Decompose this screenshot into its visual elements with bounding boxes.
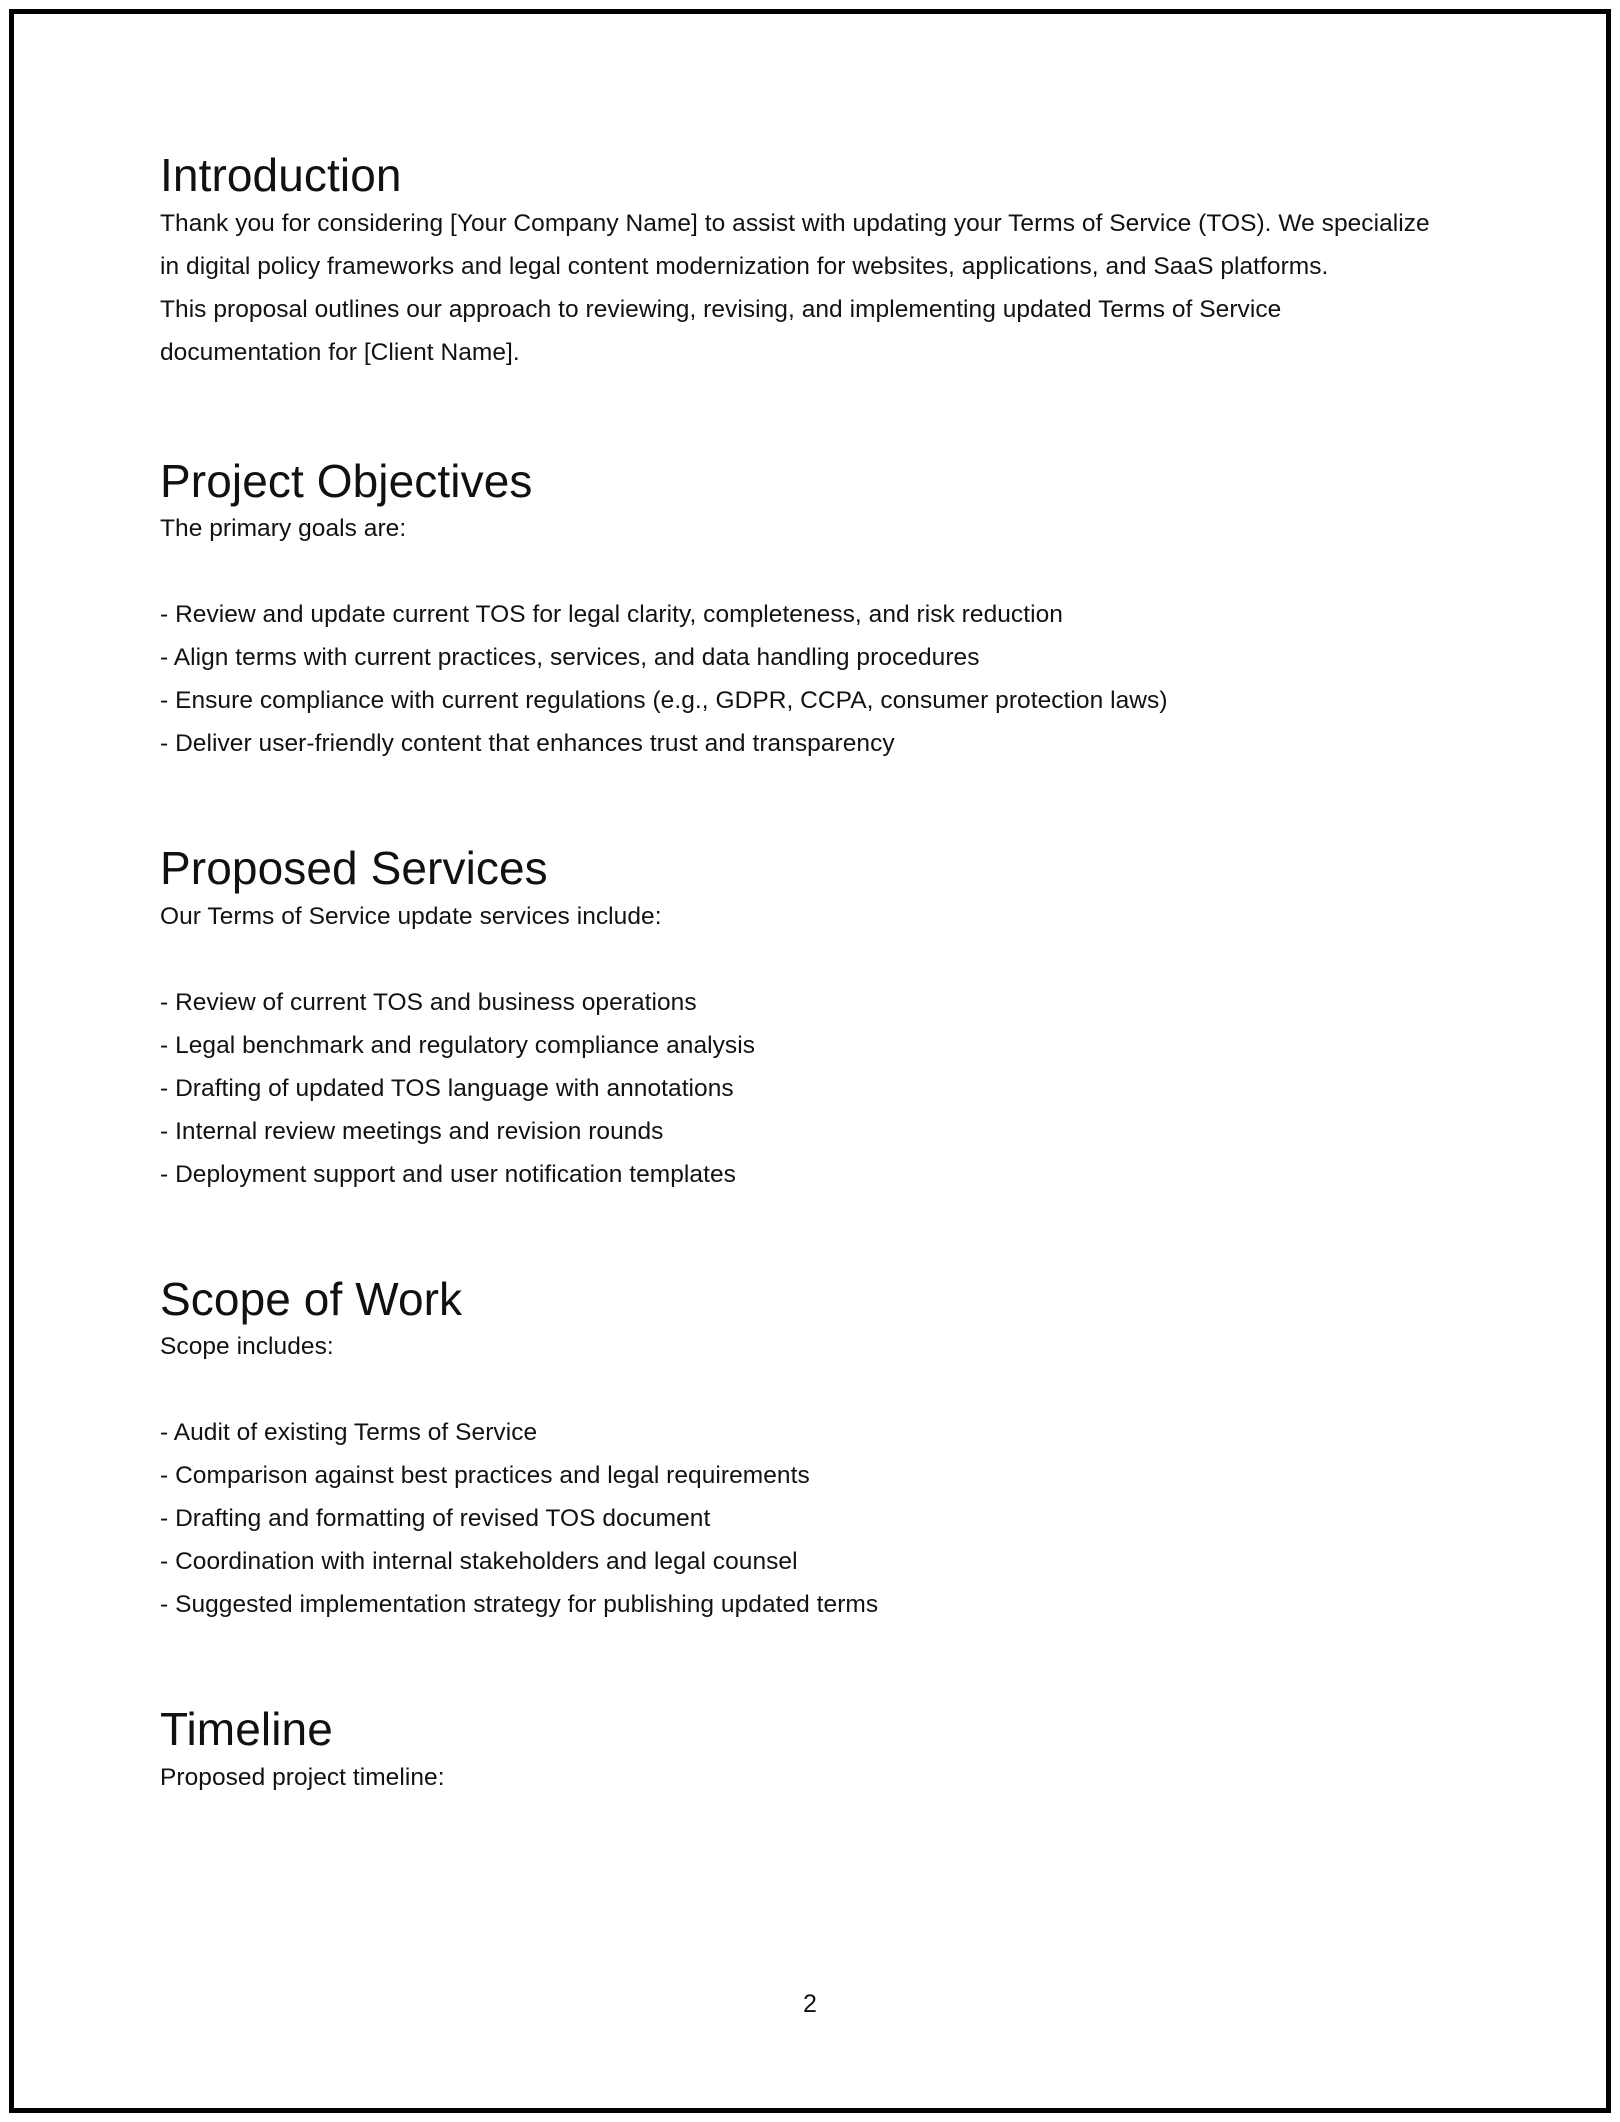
- list-item: - Review of current TOS and business operations: [160, 988, 697, 1016]
- list-item: - Coordination with internal stakeholders and legal counsel: [160, 1548, 798, 1576]
- heading-timeline: Timeline: [160, 1703, 333, 1756]
- paragraph-introduction-1: Thank you for considering [Your Company Name] to assist with updating your Terms of Service (TOS). We specialize in digital policy frameworks and legal content modernization for websites, applications, and SaaS platforms.: [160, 209, 1430, 280]
- section-introduction: [160, 150, 1440, 374]
- section-timeline: [160, 1704, 1440, 1799]
- intro-timeline: Proposed project timeline:: [160, 1763, 445, 1791]
- list-item: - Comparison against best practices and legal requirements: [160, 1462, 810, 1490]
- page-content: [160, 150, 1440, 1799]
- heading-scope-of-work: Scope of Work: [160, 1272, 463, 1325]
- list-item: - Deployment support and user notification templates: [160, 1160, 736, 1188]
- intro-project-objectives: The primary goals are:: [160, 515, 407, 543]
- list-item: - Audit of existing Terms of Service: [160, 1419, 538, 1447]
- list-item: - Legal benchmark and regulatory compliance analysis: [160, 1031, 756, 1059]
- list-scope-of-work: [160, 1411, 1440, 1626]
- paragraph-introduction-2: This proposal outlines our approach to reviewing, revising, and implementing updated Terms of Service documentation for [Client Name].: [160, 295, 1282, 366]
- section-project-objectives: [160, 456, 1440, 766]
- list-item: - Deliver user-friendly content that enhances trust and transparency: [160, 730, 895, 758]
- heading-introduction: Introduction: [160, 149, 402, 201]
- page-number: 2: [803, 1990, 817, 2018]
- section-scope-of-work: [160, 1274, 1440, 1627]
- list-item: - Internal review meetings and revision rounds: [160, 1117, 664, 1145]
- list-item: - Align terms with current practices, services, and data handling procedures: [160, 644, 980, 672]
- list-proposed-services: [160, 981, 1440, 1196]
- intro-proposed-services: Our Terms of Service update services include:: [160, 902, 662, 930]
- heading-project-objectives: Project Objectives: [160, 454, 533, 507]
- intro-scope-of-work: Scope includes:: [160, 1333, 334, 1361]
- list-item: - Suggested implementation strategy for publishing updated terms: [160, 1591, 879, 1619]
- section-proposed-services: [160, 843, 1440, 1196]
- list-project-objectives: [160, 593, 1440, 765]
- list-item: - Drafting of updated TOS language with annotations: [160, 1074, 734, 1102]
- list-item: - Ensure compliance with current regulations (e.g., GDPR, CCPA, consumer protection laws): [160, 687, 1168, 715]
- list-item: - Review and update current TOS for legal clarity, completeness, and risk reduction: [160, 601, 1063, 629]
- heading-proposed-services: Proposed Services: [160, 842, 548, 895]
- list-item: - Drafting and formatting of revised TOS document: [160, 1505, 711, 1533]
